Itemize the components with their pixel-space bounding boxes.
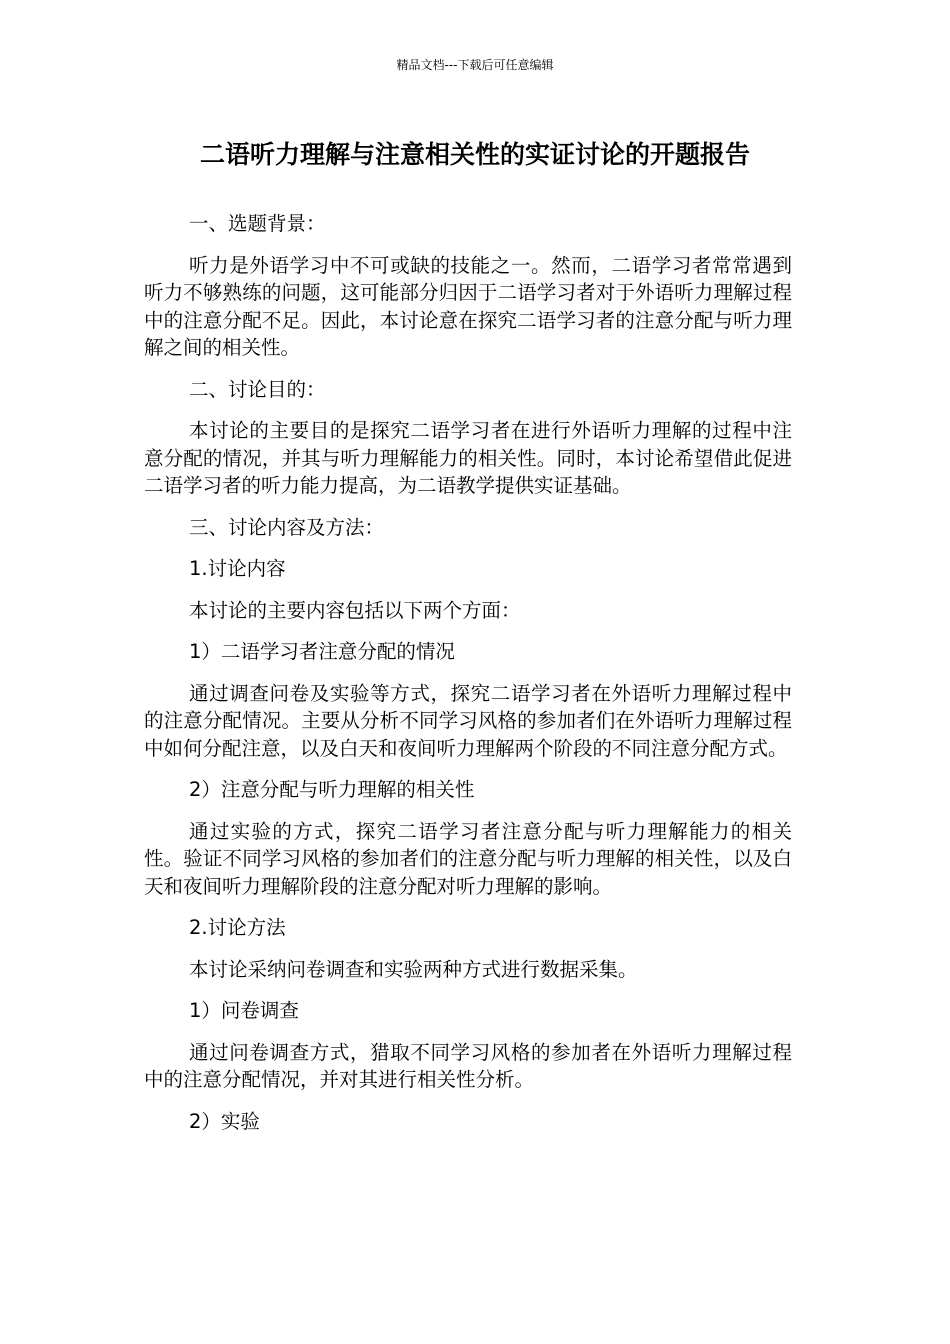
item-heading-attention-allocation: 1）二语学习者注意分配的情况 bbox=[189, 640, 455, 663]
paragraph-attention-allocation: 通过调查问卷及实验等方式，探究二语学习者在外语听力理解过程中的注意分配情况。主要从分析不同学习风格的参加者们在外语听力理解过程中如何分配注意，以及白天和夜间听力理解两个阶段的不同注意分配方式。 bbox=[144, 681, 792, 760]
paragraph-correlation: 通过实验的方式，探究二语学习者注意分配与听力理解能力的相关性。验证不同学习风格的参加者们的注意分配与听力理解的相关性，以及白天和夜间听力理解阶段的注意分配对听力理解的影响。 bbox=[144, 819, 792, 898]
document-title: 二语听力理解与注意相关性的实证讨论的开题报告 bbox=[199, 140, 750, 169]
paragraph-background: 听力是外语学习中不可或缺的技能之一。然而，二语学习者常常遇到听力不够熟练的问题，这可能部分归因于二语学习者对于外语听力理解过程中的注意分配不足。因此，本讨论意在探究二语学习者的注意分配与听力理解之间的相关性。 bbox=[144, 253, 792, 359]
item-heading-questionnaire: 1）问卷调查 bbox=[189, 999, 299, 1022]
item-heading-correlation: 2）注意分配与听力理解的相关性 bbox=[189, 778, 475, 801]
page-header: 精品文档---下载后可任意编辑 bbox=[396, 58, 554, 72]
subheading-content: 1.讨论内容 bbox=[189, 557, 286, 580]
section-heading-background: 一、选题背景： bbox=[189, 212, 326, 235]
paragraph-methods-intro: 本讨论采纳问卷调查和实验两种方式进行数据采集。 bbox=[189, 957, 638, 981]
item-heading-experiment: 2）实验 bbox=[189, 1109, 260, 1133]
paragraph-questionnaire: 通过问卷调查方式，猎取不同学习风格的参加者在外语听力理解过程中的注意分配情况，并对其进行相关性分析。 bbox=[144, 1040, 792, 1091]
paragraph-purpose: 本讨论的主要目的是探究二语学习者在进行外语听力理解的过程中注意分配的情况，并其与听力理解能力的相关性。同时，本讨论希望借此促进二语学习者的听力能力提高，为二语教学提供实证基础。 bbox=[144, 419, 792, 497]
document-body bbox=[144, 210, 792, 1149]
section-heading-content-methods: 三、讨论内容及方法： bbox=[189, 515, 385, 539]
paragraph-content-intro: 本讨论的主要内容包括以下两个方面： bbox=[189, 598, 521, 622]
subheading-methods: 2.讨论方法 bbox=[189, 916, 286, 939]
section-heading-purpose: 二、讨论目的： bbox=[189, 377, 326, 401]
